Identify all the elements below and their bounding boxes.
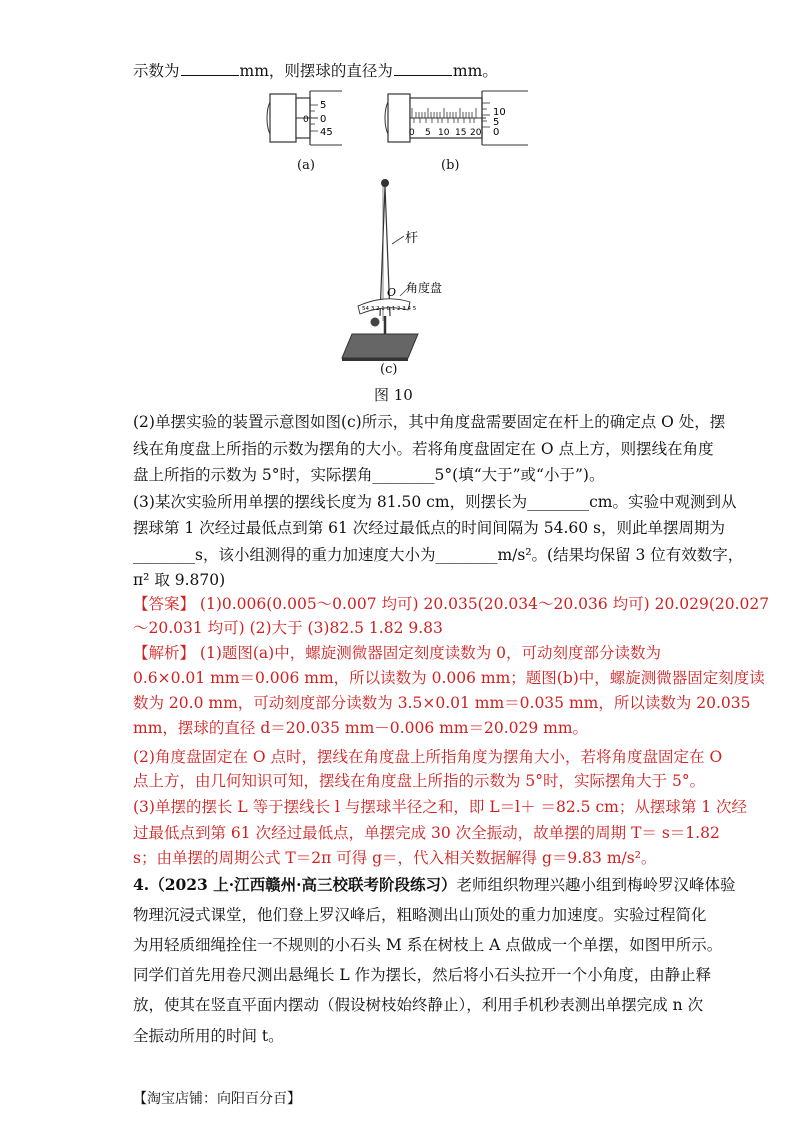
fig-b-main-label: 5 [425,128,431,138]
answer-blank [181,61,239,76]
spindle-body [270,94,296,142]
q3-line: 摆球第 1 次经过最低点到第 61 次经过最低点的时间间隔为 54.60 s，则此单摆周期为 [133,519,725,537]
fig-b-caption: (b) [441,158,460,173]
rod-label: 杆 [405,231,419,246]
top-line [133,61,498,81]
q4-line: 物理沉浸式课堂，他们登上罗汉峰后，粗略测出山顶处的重力加速度。实验过程简化 [133,906,707,924]
fig-b-main-label: 0 [409,128,415,138]
analysis-line: 过最低点到第 61 次经过最低点，单摆完成 30 次全振动，故单摆的周期 T＝ s＝1.82 [133,824,720,842]
fig-b-scale-label: 0 [493,127,500,138]
analysis-line: 0.6×0.01 mm＝0.006 mm，所以读数为 0.006 mm；题图(b)中，螺旋测微器固定刻度读 [133,669,765,687]
fig-b-scale-label: 10 [493,107,506,118]
q4-line: 放，使其在竖直平面内摆动（假设树枝始终静止），利用手机秒表测出单摆完成 n 次 [133,996,704,1014]
q3-line: (3)某次实验所用单摆的摆线长度为 81.50 cm，则摆长为________cm。实验中观测到从 [133,493,737,511]
figure-title: 图 10 [374,386,413,404]
pendulum-bob [371,318,380,327]
micrometer-figure-a [262,88,362,148]
fig-b-main-label: 10 [438,128,450,138]
q4-source: （2023 上·江西赣州·高三校联考阶段练习） [149,875,457,894]
top-line-suffix: mm。 [452,62,498,80]
fig-a-scale-label: 0 [320,114,327,125]
base-plate [342,334,418,358]
answer-line: 【答案】 (1)0.006(0.005～0.007 均可) 20.035(20.034～20.036 均可) 20.029(20.027 [133,595,770,613]
pendulum-line [380,186,385,316]
q4-first-line [133,875,736,895]
q2-line: 线在角度盘上所指的示数为摆角的大小。若将角度盘固定在 O 点上方，则摆线在角度 [133,440,714,458]
fig-a-main-label: 0 [303,115,309,125]
answer-blank [394,61,452,76]
top-line-prefix: 示数为 [133,62,180,80]
analysis-line: 点上方，由几何知识可知，摆线在角度盘上所指的示数为 5°时，实际摆角大于 5°。 [133,772,706,790]
q4-line: 为用轻质细绳拴住一不规则的小石头 M 系在树枝上 A 点做成一个单摆，如图甲所示。 [133,936,723,954]
analysis-line: (3)单摆的摆长 L 等于摆线长 l 与摆球半径之和，即 L＝l＋ ＝82.5 cm；从摆球第 1 次经 [133,798,748,816]
fig-b-scale-label: 5 [493,117,500,128]
analysis-line: s；由单摆的周期公式 T＝2π 可得 g＝，代入相关数据解得 g＝9.83 m/s²。 [133,849,657,867]
q3-line: ________s，该小组测得的重力加速度大小为________m/s²。(结果均保留 3 位有效数字， [133,546,744,564]
q4-number: 4. [133,875,150,894]
dial-label: 角度盘 [406,281,443,295]
answer-line: ～20.031 均可) (2)大于 (3)82.5 1.82 9.83 [133,619,443,637]
dial-ticks: 54 3 2 1 0 1 2 3 4 5 [362,306,417,312]
top-line-mid: mm，则摆球的直径为 [239,62,393,80]
q4-line: 同学们首先用卷尺测出悬绳长 L 作为摆长，然后将小石头拉开一个小角度，由静止释 [133,966,712,984]
analysis-line: mm，摆球的直径 d＝20.035 mm－0.006 mm＝20.029 mm。 [133,719,589,737]
analysis-line: 【解析】 (1)题图(a)中，螺旋测微器固定刻度读数为 0，可动刻度部分读数为 [133,644,662,662]
q2-line: (2)单摆实验的装置示意图如图(c)所示，其中角度盘需要固定在杆上的确定点 O 处，摆 [133,413,726,431]
footer-shop-label: 【淘宝店铺：向阳百分百】 [133,1091,301,1107]
micrometer-figure-b [382,88,532,148]
fig-a-caption: (a) [297,158,315,173]
fig-b-main-label: 15 [455,128,467,138]
fig-c-caption: (c) [380,362,398,377]
fig-a-scale-label: 45 [320,127,333,138]
pendulum-apparatus-figure [330,176,480,366]
q2-line: 盘上所指的示数为 5°时，实际摆角________5°(填“大于”或“小于”)。 [133,466,605,484]
point-o-label: O [387,286,397,299]
q3-line: π² 取 9.870) [133,571,226,589]
fig-b-main-label: 20 [470,128,482,138]
q4-line: 全振动所用的时间 t。 [133,1027,284,1045]
analysis-line: (2)角度盘固定在 O 点时，摆线在角度盘上所指角度为摆角大小，若将角度盘固定在 O [133,748,723,766]
analysis-line: 数为 20.0 mm，可动刻度部分读数为 3.5×0.01 mm＝0.035 mm，所以读数为 20.035 [133,694,751,712]
q4-text: 老师组织物理兴趣小组到梅岭罗汉峰体验 [456,876,736,894]
fig-a-scale-label: 5 [320,100,327,111]
rod-top-ball [381,179,389,187]
